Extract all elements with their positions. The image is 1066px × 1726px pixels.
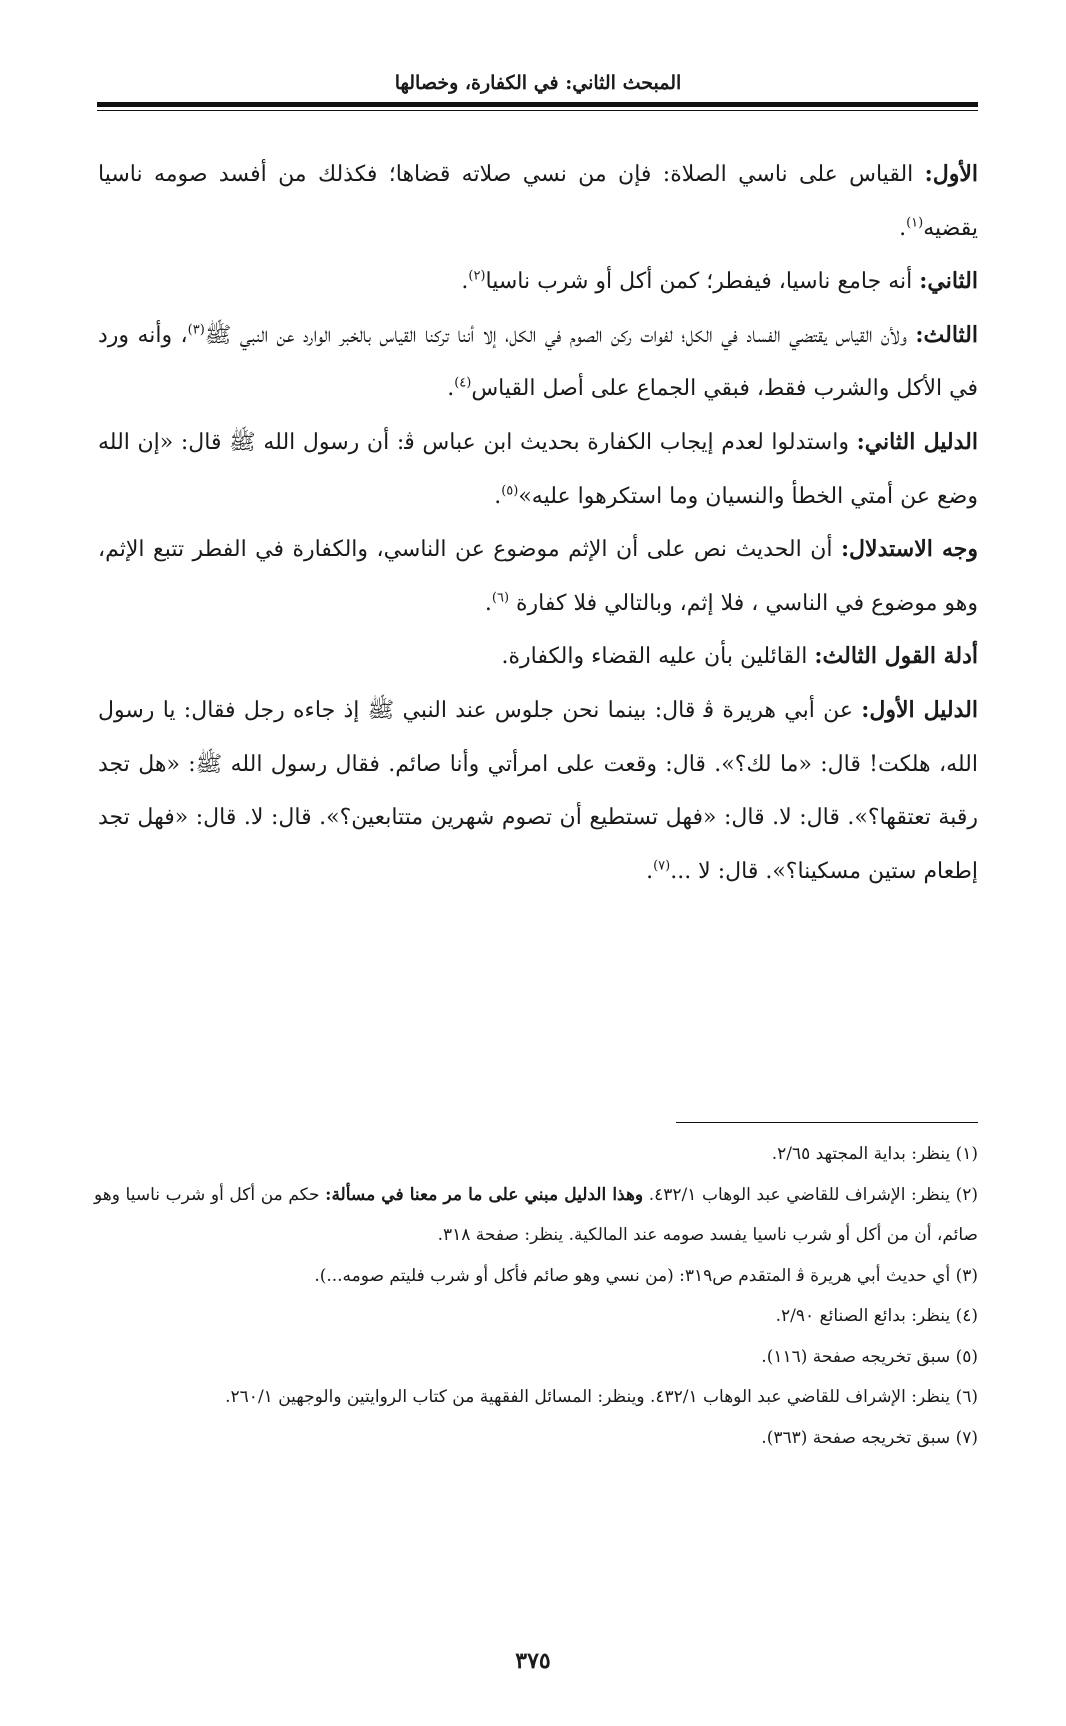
footnote-ref: (١) [906,215,924,231]
paragraph-second-proof [98,416,978,523]
footnote-5: (٥) سبق تخريجه صفحة (١١٦). [761,1346,978,1367]
footnote-7: (٧) سبق تخريجه صفحة (٣٦٣). [761,1427,978,1448]
paragraph-lead: الثاني: [919,268,978,295]
body-text [98,148,978,898]
paragraph-tail: . [899,215,907,241]
running-header: المبحث الثاني: في الكفارة، وخصالها [394,72,682,94]
footnote-1: (١) ينظر: بداية المجتهد ٢/٦٥. [771,1144,978,1164]
paragraph-lead: الأول: [924,161,978,187]
paragraph-tail: . [461,269,469,295]
footnote-4: (٤) ينظر: بدائع الصنائع ٢/٩٠. [775,1306,978,1326]
footnotes [94,1134,978,1458]
paragraph-lead: الدليل الثاني: [856,428,979,455]
paragraph-inference [98,523,978,630]
paragraph-tail: . [646,858,654,884]
paragraph-third-opinion [98,630,978,684]
paragraph-text: أن الحديث نص على أن الإثم موضوع عن الناسي، والكفارة في الفطر تتبع الإثم، وهو موضوع في الناسي ، فلا إثم، وبالتالي فلا كفارة [98,537,978,616]
paragraph-first-proof [98,684,978,898]
paragraph-first-evidence [98,148,978,255]
paragraph-text: عن أبي هريرة ﭬ قال: بينما نحن جلوس عند النبي ﷺ إذ جاءه رجل فقال: يا رسول الله، هلكت! قال: «ما لك؟». قال: وقعت على امرأتي وأنا صائم. فقال رسول الله ﷺ: «هل تجد رقبة تعتقها؟». قال: لا. قال: «فهل تستطيع أن تصوم شهرين متتابعين؟». قال: لا. قال: «فهل تجد إطعام ستين مسكينا؟». قال: لا ... [98,697,978,884]
paragraph-text: واستدلوا لعدم إيجاب الكفارة بحديث ابن عباس ﭬ: أن رسول الله ﷺ قال: «إن الله وضع عن أمتي الخطأ والنسيان وما استكرهوا عليه» [98,429,978,509]
paragraph-text: ، وأنه ورد في الأكل والشرب فقط، فبقي الجماع على أصل القياس [98,322,978,402]
footnote-ref: (٢) [468,268,486,284]
paragraph-tail: . [484,590,492,616]
paragraph-text: أنه جامع ناسيا، فيفطر؛ كمن أكل أو شرب ناسيا [485,269,920,295]
page-number: ٣٧٥ [515,1648,551,1674]
footnote-ref: (٥) [501,483,519,499]
footnote-ref: (٣) [187,322,205,338]
paragraph-text: ولأن القياس يقتضي الفساد في الكل؛ لفوات ركن الصوم في الكل، إلا أننا تركنا القياس بالخبر الوارد عن النبي ﷺ [204,322,916,348]
footnote-text: حكم من أكل أو شرب ناسيا وهو صائم، أن من أكل أو شرب ناسيا يفسد صومه عند المالكية. ينظر: صفحة ٣١٨. [94,1184,978,1245]
paragraph-tail: . [494,483,502,509]
footnote-bold-text: وهذا الدليل مبني على ما مر معنا في مسألة: [325,1184,644,1205]
footnote-3: (٣) أي حديث أبي هريرة ﭬ المتقدم ص٣١٩: (من نسي وهو صائم فأكل أو شرب فليتم صومه...). [314,1265,978,1286]
paragraph-second-evidence [98,255,978,309]
footnote-text: (٢) ينظر: الإشراف للقاضي عبد الوهاب ٤٣٢/١. [643,1184,978,1205]
footnote-ref: (٤) [454,376,472,392]
paragraph-lead: وجه الاستدلال: [840,536,979,563]
footnote-6: (٦) ينظر: الإشراف للقاضي عبد الوهاب ٤٣٢/١. وينظر: المسائل الفقهية من كتاب الروايتين والوجهين ٢٦٠/١. [225,1387,978,1407]
footnote-separator [676,1122,978,1123]
paragraph-lead: الثالث: [915,321,978,348]
paragraph-third-evidence [98,309,978,416]
paragraph-tail: . [447,376,455,402]
header-rule-thin [97,110,978,111]
paragraph-text: القياس على ناسي الصلاة: فإن من نسي صلاته قضاها؛ فكذلك من أفسد صومه ناسيا يقضيه [98,162,978,241]
footnote-ref: (٧) [653,858,671,874]
paragraph-text: القائلين بأن عليه القضاء والكفارة. [501,644,815,670]
paragraph-lead: الدليل الأول: [861,696,978,723]
paragraph-lead: أدلة القول الثالث: [814,643,978,670]
footnote-ref: (٦) [491,590,510,606]
footnote-2 [94,1175,978,1256]
header-rule [97,102,978,107]
